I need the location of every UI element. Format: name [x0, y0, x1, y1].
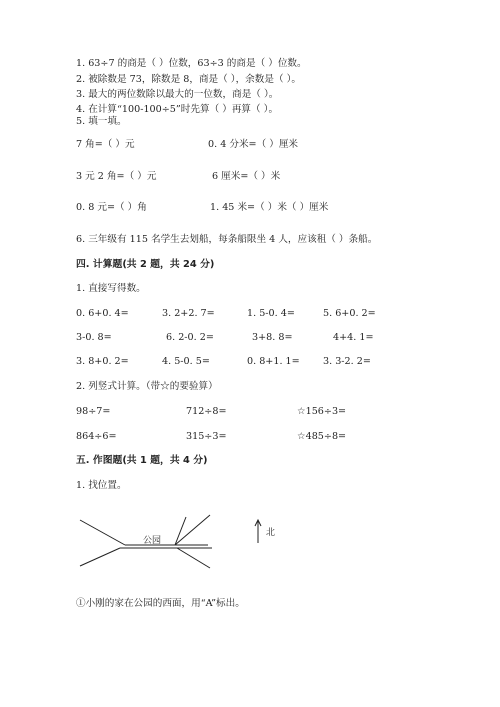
oral-item: 4. 5-0. 5= — [162, 356, 210, 367]
fill-item: 7 角=（ ）元 — [76, 139, 135, 150]
oral-item: 3. 8+0. 2= — [76, 356, 129, 367]
vertical-item: 315÷3= — [186, 431, 227, 442]
road-west-upper — [80, 520, 125, 545]
vertical-item: 864÷6= — [76, 431, 117, 442]
road-stub — [175, 517, 186, 545]
fill-item: 6 厘米=（ ）米 — [212, 171, 281, 182]
north-label: 北 — [266, 528, 276, 538]
oral-item: 3. 3-2. 2= — [323, 356, 371, 367]
oral-item: 3. 2+2. 7= — [162, 308, 215, 319]
section-4-question-2: 2. 列竖式计算。（带☆的要验算） — [76, 381, 218, 392]
park-label: 公园 — [142, 536, 162, 546]
oral-item: 6. 2-0. 2= — [166, 332, 214, 343]
section-4-question-1: 1. 直接写得数。 — [76, 283, 146, 294]
oral-item: 0. 6+0. 4= — [76, 308, 129, 319]
road-east-lower — [177, 548, 210, 568]
question-5: 5. 填一填。 — [76, 116, 127, 127]
north-arrow-head — [255, 520, 261, 526]
section-5-note: ①小刚的家在公园的西面，用“A”标出。 — [76, 598, 245, 609]
vertical-item: 712÷8= — [186, 406, 227, 417]
section-5-title: 五. 作图题(共 1 题，共 4 分) — [76, 455, 208, 466]
question-6: 6. 三年级有 115 名学生去划船，每条船限坐 4 人，应该租（ ）条船。 — [76, 234, 378, 245]
fill-item: 3 元 2 角=（ ）元 — [76, 171, 157, 182]
road-west-lower — [80, 548, 120, 566]
oral-item: 4+4. 1= — [333, 332, 374, 343]
section-5-question-1: 1. 找位置。 — [76, 480, 127, 491]
question-1: 1. 63÷7 的商是（ ）位数，63÷3 的商是（ ）位数。 — [76, 58, 307, 69]
fill-item: 1. 45 米=（ ）米（ ）厘米 — [210, 202, 329, 213]
question-2: 2. 被除数是 73，除数是 8，商是（ ），余数是（ ）。 — [76, 74, 301, 85]
fill-item: 0. 4 分米=（ ）厘米 — [208, 139, 299, 150]
question-3: 3. 最大的两位数除以最大的一位数，商是（ ）。 — [76, 89, 279, 100]
oral-item: 5. 6+0. 2= — [323, 308, 376, 319]
oral-item: 1. 5-0. 4= — [247, 308, 295, 319]
fill-item: 0. 8 元=（ ）角 — [76, 202, 147, 213]
question-4: 4. 在计算“100-100÷5”时先算（ ）再算（ ）。 — [76, 104, 279, 115]
vertical-item: ☆156÷3= — [297, 406, 347, 417]
vertical-item: ☆485÷8= — [297, 431, 347, 442]
road-east-upper — [175, 515, 210, 545]
oral-item: 0. 8+1. 1= — [247, 356, 300, 367]
oral-item: 3+8. 8= — [252, 332, 293, 343]
oral-item: 3-0. 8= — [76, 332, 112, 343]
section-4-title: 四. 计算题(共 2 题，共 24 分) — [76, 259, 215, 270]
vertical-item: 98÷7= — [76, 406, 111, 417]
